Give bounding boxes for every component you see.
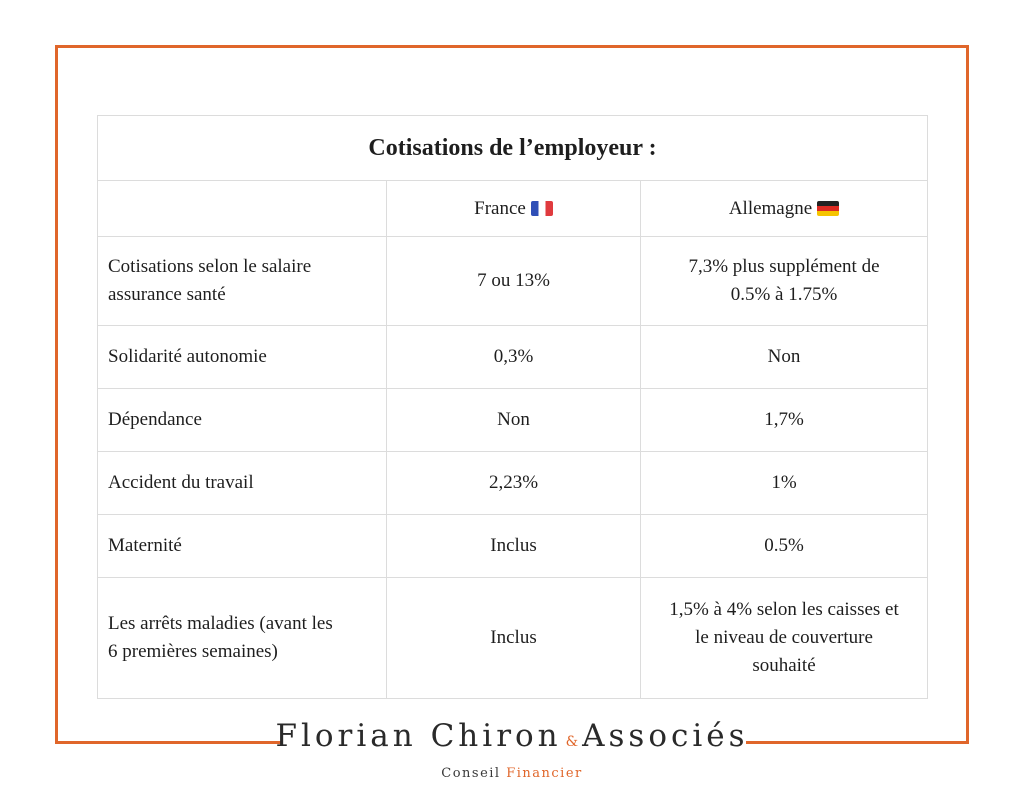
table-title-row — [98, 116, 928, 181]
allemagne-value: 1% — [641, 452, 928, 515]
allemagne-value: 1,7% — [641, 389, 928, 452]
france-value: Inclus — [387, 515, 641, 578]
table-row — [98, 237, 928, 326]
row-label: Solidarité autonomie — [98, 326, 387, 389]
header-empty-cell — [98, 181, 387, 237]
brand-tagline — [0, 766, 1024, 781]
allemagne-value: 0.5% — [641, 515, 928, 578]
row-label — [98, 237, 387, 326]
header-allemagne-label: Allemagne — [728, 197, 813, 219]
brand-tagline-part2: Financier — [506, 766, 583, 781]
row-label — [98, 578, 387, 699]
row-label: Accident du travail — [98, 452, 387, 515]
brand-name-part2: Associés — [582, 718, 749, 754]
table-row — [98, 389, 928, 452]
header-france-label: France — [474, 197, 526, 219]
brand-tagline-part1: Conseil — [441, 766, 501, 781]
allemagne-value — [641, 237, 928, 326]
table-row — [98, 578, 928, 699]
allemagne-value-line: souhaité — [752, 655, 816, 676]
allemagne-value — [641, 578, 928, 699]
row-label: Maternité — [98, 515, 387, 578]
france-value: Non — [387, 389, 641, 452]
brand-logo — [0, 716, 1024, 781]
row-label-line: Cotisations selon le salaire — [108, 256, 312, 277]
contributions-table — [97, 115, 928, 699]
row-label: Dépendance — [98, 389, 387, 452]
flag-france-icon — [531, 201, 553, 216]
header-france — [387, 181, 641, 237]
france-value: 0,3% — [387, 326, 641, 389]
allemagne-value-line: le niveau de couverture — [695, 627, 873, 648]
allemagne-value: Non — [641, 326, 928, 389]
flag-germany-icon — [817, 201, 839, 216]
brand-name-part1: Florian Chiron — [275, 718, 562, 754]
row-label-line: 6 premières semaines) — [108, 641, 278, 662]
table-title: Cotisations de l’employeur : — [98, 116, 928, 181]
table-row — [98, 452, 928, 515]
table-header-row — [98, 181, 928, 237]
row-label-line: assurance santé — [108, 284, 226, 305]
brand-ampersand: & — [565, 734, 579, 750]
table-row — [98, 515, 928, 578]
allemagne-value-line: 1,5% à 4% selon les caisses et — [669, 599, 899, 620]
allemagne-value-line: 0.5% à 1.75% — [730, 284, 838, 305]
table-row — [98, 326, 928, 389]
header-allemagne — [641, 181, 928, 237]
row-label-line: Les arrêts maladies (avant les — [108, 613, 333, 634]
allemagne-value-line: 7,3% plus supplément de — [688, 256, 880, 277]
france-value: 2,23% — [387, 452, 641, 515]
france-value: Inclus — [387, 578, 641, 699]
france-value: 7 ou 13% — [387, 237, 641, 326]
brand-name — [0, 716, 1024, 762]
